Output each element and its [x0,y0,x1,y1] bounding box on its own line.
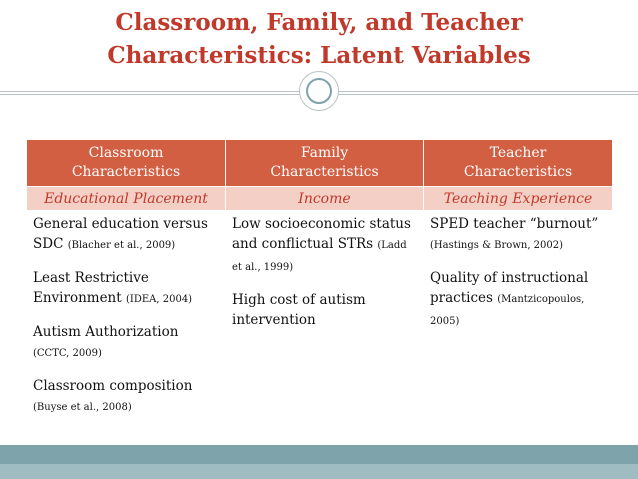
item-text: Least Restrictive Environment [33,270,149,306]
table-header-row [27,140,613,187]
item-text: Autism Authorization [33,324,179,340]
slide-title [0,6,638,72]
footer-accent-band [0,445,638,464]
item-text: Quality of instructional practices [430,270,589,306]
item-citation: (Buyse et al., 2008) [33,402,132,413]
item-citation: (Hastings & Brown, 2002) [430,240,564,251]
header-family-line2: Characteristics [270,164,379,180]
teacher-items-cell [424,211,613,425]
table-subheader-row [27,187,613,211]
slide-title-line-1: Classroom, Family, and Teacher [115,9,523,36]
header-teacher-line2: Characteristics [463,164,573,180]
list-item [232,214,417,278]
subheader-teaching-experience: Teaching Experience [424,187,613,211]
slide-title-line-2: Characteristics: Latent Variables [107,42,531,69]
item-citation: (Blacher et al., 2009) [67,240,176,251]
item-citation: (IDEA, 2004) [125,294,193,305]
footer-accent-band-lower [0,464,638,479]
list-item [33,376,219,418]
header-family [226,140,424,187]
list-item [430,268,606,332]
subheader-educational-placement: Educational Placement [27,187,226,211]
header-teacher-line1: Teacher [489,145,547,161]
table-body-row [27,211,613,425]
list-item [33,322,219,364]
item-text: Classroom composition [33,378,193,394]
header-teacher [424,140,613,187]
item-citation: (CCTC, 2009) [33,348,102,359]
subheader-income: Income [226,187,424,211]
list-item [430,214,606,256]
classroom-items-cell [27,211,226,425]
circle-ornament-inner [306,78,332,104]
characteristics-table [26,139,613,425]
family-items-cell [226,211,424,425]
header-classroom-line2: Characteristics [71,164,181,180]
header-classroom-line1: Classroom [88,145,164,161]
circle-ornament-icon [299,71,339,111]
header-classroom [27,140,226,187]
item-citation: (Mantzicopoulos, 2005) [430,294,585,327]
item-text: SPED teacher “burnout” [430,216,599,232]
item-citation: (Ladd et al., 1999) [232,240,407,273]
item-text: Low socioeconomic status and conflictual STRs [232,216,411,252]
list-item [33,214,219,256]
item-text: General education versus SDC [33,216,208,252]
list-item [232,290,417,330]
header-family-line1: Family [300,145,349,161]
item-text: High cost of autism intervention [232,292,366,328]
list-item [33,268,219,310]
